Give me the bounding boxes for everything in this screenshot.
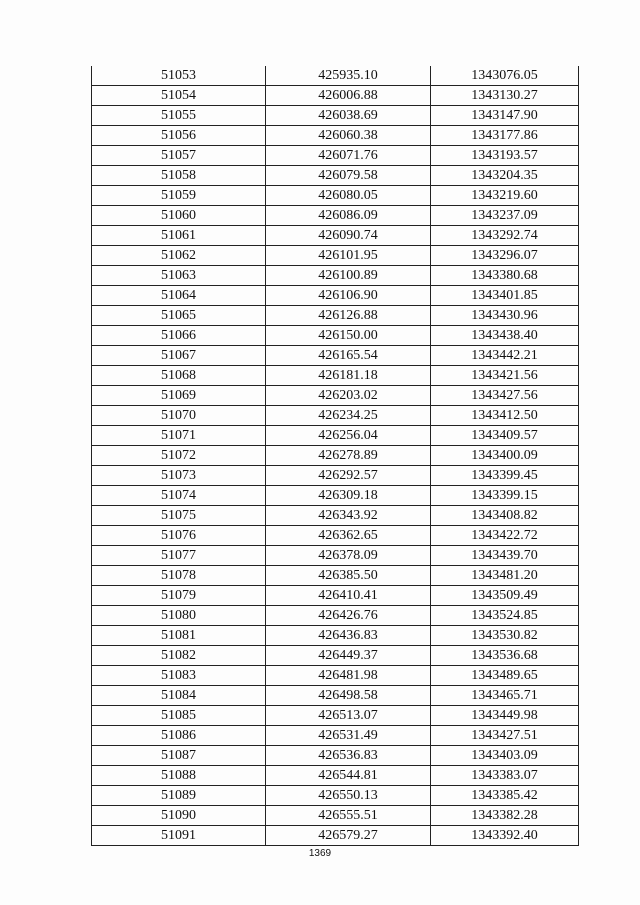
table-row [92, 546, 579, 566]
point-id-cell: 51058 [92, 166, 266, 186]
point-id-cell: 51081 [92, 626, 266, 646]
y-coordinate-cell: 1343530.82 [431, 626, 579, 646]
x-coordinate-cell: 426060.38 [266, 126, 431, 146]
table-row [92, 406, 579, 426]
table-row [92, 126, 579, 146]
point-id-cell: 51088 [92, 766, 266, 786]
y-coordinate-cell: 1343399.15 [431, 486, 579, 506]
point-id-cell: 51068 [92, 366, 266, 386]
x-coordinate-cell: 426086.09 [266, 206, 431, 226]
y-coordinate-cell: 1343408.82 [431, 506, 579, 526]
coordinate-table-body [92, 66, 579, 846]
y-coordinate-cell: 1343399.45 [431, 466, 579, 486]
point-id-cell: 51087 [92, 746, 266, 766]
table-row [92, 106, 579, 126]
table-row [92, 366, 579, 386]
x-coordinate-cell: 426006.88 [266, 86, 431, 106]
point-id-cell: 51091 [92, 826, 266, 846]
x-coordinate-cell: 426426.76 [266, 606, 431, 626]
x-coordinate-cell: 426165.54 [266, 346, 431, 366]
y-coordinate-cell: 1343193.57 [431, 146, 579, 166]
y-coordinate-cell: 1343489.65 [431, 666, 579, 686]
table-row [92, 486, 579, 506]
point-id-cell: 51076 [92, 526, 266, 546]
y-coordinate-cell: 1343382.28 [431, 806, 579, 826]
x-coordinate-cell: 426378.09 [266, 546, 431, 566]
x-coordinate-cell: 426278.89 [266, 446, 431, 466]
table-row [92, 326, 579, 346]
point-id-cell: 51060 [92, 206, 266, 226]
table-row [92, 626, 579, 646]
x-coordinate-cell: 426436.83 [266, 626, 431, 646]
y-coordinate-cell: 1343430.96 [431, 306, 579, 326]
y-coordinate-cell: 1343204.35 [431, 166, 579, 186]
x-coordinate-cell: 426555.51 [266, 806, 431, 826]
table-row [92, 166, 579, 186]
table-row [92, 66, 579, 86]
point-id-cell: 51077 [92, 546, 266, 566]
table-row [92, 206, 579, 226]
point-id-cell: 51079 [92, 586, 266, 606]
point-id-cell: 51084 [92, 686, 266, 706]
x-coordinate-cell: 426385.50 [266, 566, 431, 586]
x-coordinate-cell: 426449.37 [266, 646, 431, 666]
y-coordinate-cell: 1343438.40 [431, 326, 579, 346]
point-id-cell: 51090 [92, 806, 266, 826]
table-row [92, 806, 579, 826]
point-id-cell: 51080 [92, 606, 266, 626]
point-id-cell: 51055 [92, 106, 266, 126]
y-coordinate-cell: 1343536.68 [431, 646, 579, 666]
table-row [92, 726, 579, 746]
x-coordinate-cell: 426550.13 [266, 786, 431, 806]
y-coordinate-cell: 1343383.07 [431, 766, 579, 786]
table-row [92, 506, 579, 526]
point-id-cell: 51065 [92, 306, 266, 326]
table-row [92, 786, 579, 806]
y-coordinate-cell: 1343400.09 [431, 446, 579, 466]
point-id-cell: 51083 [92, 666, 266, 686]
y-coordinate-cell: 1343237.09 [431, 206, 579, 226]
y-coordinate-cell: 1343449.98 [431, 706, 579, 726]
x-coordinate-cell: 426481.98 [266, 666, 431, 686]
y-coordinate-cell: 1343421.56 [431, 366, 579, 386]
point-id-cell: 51075 [92, 506, 266, 526]
y-coordinate-cell: 1343401.85 [431, 286, 579, 306]
x-coordinate-cell: 426090.74 [266, 226, 431, 246]
table-row [92, 826, 579, 846]
y-coordinate-cell: 1343392.40 [431, 826, 579, 846]
y-coordinate-cell: 1343509.49 [431, 586, 579, 606]
y-coordinate-cell: 1343439.70 [431, 546, 579, 566]
y-coordinate-cell: 1343296.07 [431, 246, 579, 266]
x-coordinate-cell: 426292.57 [266, 466, 431, 486]
y-coordinate-cell: 1343385.42 [431, 786, 579, 806]
point-id-cell: 51074 [92, 486, 266, 506]
page-number: 1369 [308, 848, 332, 859]
x-coordinate-cell: 426079.58 [266, 166, 431, 186]
point-id-cell: 51064 [92, 286, 266, 306]
x-coordinate-cell: 426410.41 [266, 586, 431, 606]
table-row [92, 526, 579, 546]
x-coordinate-cell: 426544.81 [266, 766, 431, 786]
x-coordinate-cell: 426126.88 [266, 306, 431, 326]
table-row [92, 386, 579, 406]
x-coordinate-cell: 426531.49 [266, 726, 431, 746]
table-row [92, 426, 579, 446]
table-row [92, 766, 579, 786]
x-coordinate-cell: 426150.00 [266, 326, 431, 346]
y-coordinate-cell: 1343481.20 [431, 566, 579, 586]
x-coordinate-cell: 425935.10 [266, 66, 431, 86]
y-coordinate-cell: 1343076.05 [431, 66, 579, 86]
table-row [92, 586, 579, 606]
point-id-cell: 51061 [92, 226, 266, 246]
y-coordinate-cell: 1343412.50 [431, 406, 579, 426]
point-id-cell: 51082 [92, 646, 266, 666]
y-coordinate-cell: 1343380.68 [431, 266, 579, 286]
point-id-cell: 51067 [92, 346, 266, 366]
point-id-cell: 51066 [92, 326, 266, 346]
x-coordinate-cell: 426080.05 [266, 186, 431, 206]
x-coordinate-cell: 426343.92 [266, 506, 431, 526]
point-id-cell: 51085 [92, 706, 266, 726]
table-row [92, 566, 579, 586]
y-coordinate-cell: 1343219.60 [431, 186, 579, 206]
y-coordinate-cell: 1343177.86 [431, 126, 579, 146]
coordinate-table [91, 66, 579, 846]
x-coordinate-cell: 426234.25 [266, 406, 431, 426]
x-coordinate-cell: 426513.07 [266, 706, 431, 726]
point-id-cell: 51072 [92, 446, 266, 466]
table-row [92, 146, 579, 166]
point-id-cell: 51089 [92, 786, 266, 806]
x-coordinate-cell: 426256.04 [266, 426, 431, 446]
y-coordinate-cell: 1343422.72 [431, 526, 579, 546]
point-id-cell: 51062 [92, 246, 266, 266]
y-coordinate-cell: 1343427.56 [431, 386, 579, 406]
x-coordinate-cell: 426203.02 [266, 386, 431, 406]
x-coordinate-cell: 426181.18 [266, 366, 431, 386]
table-row [92, 346, 579, 366]
x-coordinate-cell: 426309.18 [266, 486, 431, 506]
table-row [92, 86, 579, 106]
x-coordinate-cell: 426362.65 [266, 526, 431, 546]
x-coordinate-cell: 426106.90 [266, 286, 431, 306]
y-coordinate-cell: 1343292.74 [431, 226, 579, 246]
x-coordinate-cell: 426100.89 [266, 266, 431, 286]
x-coordinate-cell: 426038.69 [266, 106, 431, 126]
table-row [92, 706, 579, 726]
table-row [92, 746, 579, 766]
y-coordinate-cell: 1343147.90 [431, 106, 579, 126]
table-row [92, 266, 579, 286]
table-row [92, 306, 579, 326]
table-row [92, 446, 579, 466]
x-coordinate-cell: 426101.95 [266, 246, 431, 266]
point-id-cell: 51057 [92, 146, 266, 166]
y-coordinate-cell: 1343130.27 [431, 86, 579, 106]
x-coordinate-cell: 426071.76 [266, 146, 431, 166]
y-coordinate-cell: 1343427.51 [431, 726, 579, 746]
point-id-cell: 51070 [92, 406, 266, 426]
point-id-cell: 51056 [92, 126, 266, 146]
point-id-cell: 51053 [92, 66, 266, 86]
x-coordinate-cell: 426579.27 [266, 826, 431, 846]
point-id-cell: 51086 [92, 726, 266, 746]
point-id-cell: 51071 [92, 426, 266, 446]
table-row [92, 246, 579, 266]
point-id-cell: 51073 [92, 466, 266, 486]
x-coordinate-cell: 426536.83 [266, 746, 431, 766]
point-id-cell: 51069 [92, 386, 266, 406]
point-id-cell: 51054 [92, 86, 266, 106]
table-row [92, 466, 579, 486]
x-coordinate-cell: 426498.58 [266, 686, 431, 706]
y-coordinate-cell: 1343403.09 [431, 746, 579, 766]
table-row [92, 666, 579, 686]
table-row [92, 226, 579, 246]
y-coordinate-cell: 1343465.71 [431, 686, 579, 706]
y-coordinate-cell: 1343409.57 [431, 426, 579, 446]
y-coordinate-cell: 1343524.85 [431, 606, 579, 626]
y-coordinate-cell: 1343442.21 [431, 346, 579, 366]
table-row [92, 646, 579, 666]
table-row [92, 606, 579, 626]
table-row [92, 186, 579, 206]
point-id-cell: 51063 [92, 266, 266, 286]
point-id-cell: 51078 [92, 566, 266, 586]
table-row [92, 286, 579, 306]
table-row [92, 686, 579, 706]
point-id-cell: 51059 [92, 186, 266, 206]
